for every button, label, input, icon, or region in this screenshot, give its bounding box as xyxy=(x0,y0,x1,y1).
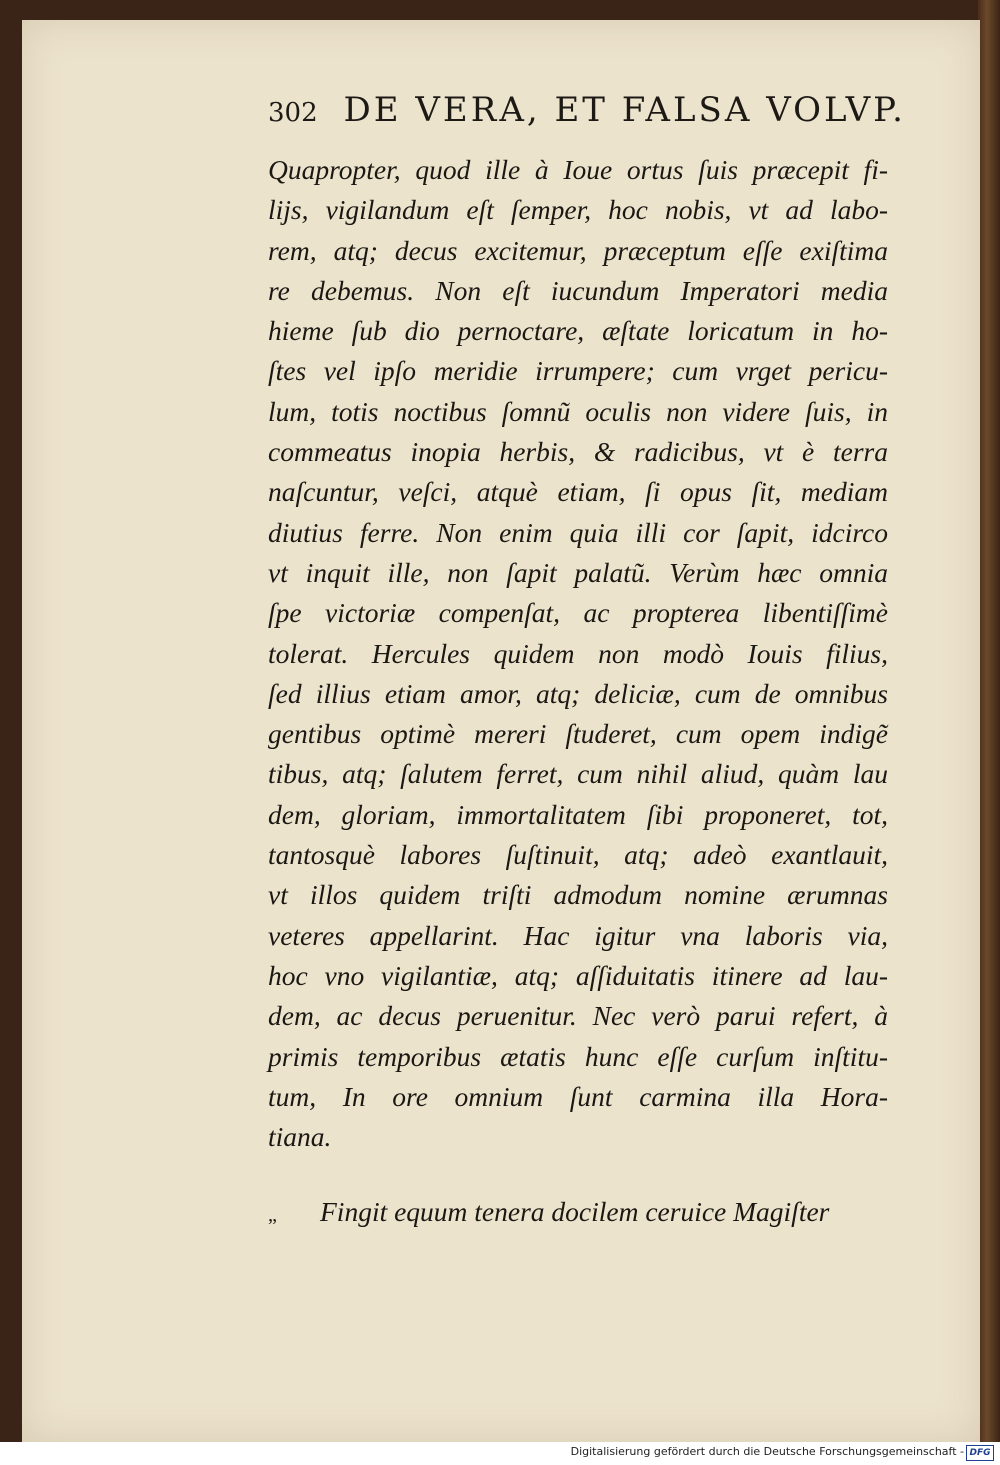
text-line: tolerat. Hercules quidem non modò Iouis filius, xyxy=(268,637,888,669)
text-line: ſed illius etiam amor, atq; deliciæ, cum de omnibus xyxy=(268,677,888,709)
text-line: naſcuntur, veſci, atquè etiam, ſi opus ſit, mediam xyxy=(268,476,888,508)
body-text xyxy=(268,150,888,1157)
text-line: hoc vno vigilantiæ, atq; aſſiduitatis itinere ad lau- xyxy=(268,959,888,991)
text-line: vt inquit ille, non ſapit palatũ. Verùm hæc omnia xyxy=(268,556,888,588)
text-line: hieme ſub dio pernoctare, æſtate loricatum in ho- xyxy=(268,315,888,347)
text-line: dem, gloriam, immortalitatem ſibi proponeret, tot, xyxy=(268,798,888,830)
text-line: Quapropter, quod ille à Ioue ortus ſuis præcepit fi- xyxy=(268,154,888,185)
text-line: vt illos quidem triſti admodum nomine ærumnas xyxy=(268,879,888,911)
text-line: commeatus inopia herbis, & radicibus, vt è terra xyxy=(268,436,888,468)
funding-credit: Digitalisierung gefördert durch die Deutsche Forschungsgemeinschaft - xyxy=(570,1445,964,1458)
text-line: lum, totis noctibus ſomnũ oculis non videre ſuis, in xyxy=(268,395,888,427)
text-line: tibus, atq; ſalutem ferret, cum nihil aliud, quàm lau xyxy=(268,758,888,790)
text-line: tantosquè labores ſuſtinuit, atq; adeò exantlauit, xyxy=(268,839,888,871)
book-cover-edge xyxy=(978,0,1000,1442)
text-line: dem, ac decus peruenitur. Nec verò parui refert, à xyxy=(268,1000,888,1032)
verse-quotation xyxy=(268,1192,888,1235)
text-line: ſtes vel ipſo meridie irrumpere; cum vrget pericu- xyxy=(268,355,888,387)
text-line: veteres appellarint. Hac igitur vna laboris via, xyxy=(268,919,888,951)
running-title: DE VERA, ET FALSA VOLVP. xyxy=(343,90,906,130)
dfg-logo: DFG xyxy=(966,1445,994,1461)
text-line: rem, atq; decus excitemur, præceptum eſſe exiſtima xyxy=(268,234,888,266)
footer-bar xyxy=(0,1442,1000,1465)
text-line: tiana. xyxy=(268,1121,332,1153)
text-line: diutius ferre. Non enim quia illi cor ſapit, idcirco xyxy=(268,516,888,548)
page-number: 302 xyxy=(268,98,318,128)
text-line: re debemus. Non eſt iucundum Imperatori media xyxy=(268,274,888,306)
running-head xyxy=(268,90,906,130)
text-line: lijs, vigilandum eſt ſemper, hoc nobis, vt ad labo- xyxy=(268,194,888,226)
quotation-mark: „ xyxy=(268,1204,277,1226)
text-line: gentibus optimè mereri ſtuderet, cum opem indigẽ xyxy=(268,718,888,750)
text-line: primis temporibus ætatis hunc eſſe curſum inſtitu- xyxy=(268,1040,888,1072)
text-line: tum, In ore omnium ſunt carmina illa Hora- xyxy=(268,1080,888,1112)
text-line: ſpe victoriæ compenſat, ac propterea libentiſſimè xyxy=(268,597,888,629)
verse-text: Fingit equum tenera docilem ceruice Magiſter xyxy=(320,1196,830,1227)
